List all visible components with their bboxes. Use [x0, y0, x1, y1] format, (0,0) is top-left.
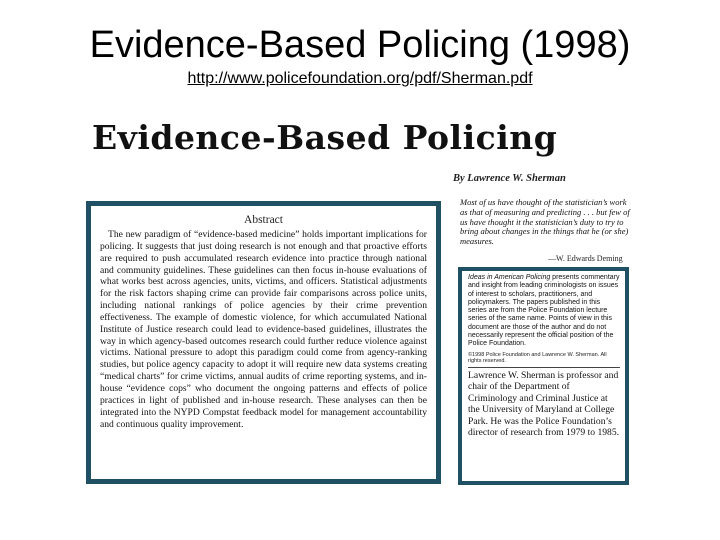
abstract-heading: Abstract — [244, 214, 283, 226]
copyright-notice: ©1998 Police Foundation and Lawrence W. Sherman. All rights reserved. — [468, 351, 607, 365]
series-note — [468, 274, 620, 349]
epigraph-quote: Most of us have thought of the statistician’s work as that of measuring and predicting . . . but few of us have thought it the statistician’s duty to try to bring about changes in the things that he (or she) measures. — [460, 197, 630, 247]
sidebar-divider — [468, 367, 620, 368]
series-description: presents commentary and insight from leading criminologists on issues of interest to scholars, practitioners, and policymakers. The papers published in this series are from the Police Foundation lecture series of the same name. Points of view in this document are those of the author and do not necessarily represent the official position of the Police Foundation. — [468, 274, 620, 348]
source-link[interactable]: http://www.policefoundation.org/pdf/Sherman.pdf — [187, 70, 533, 87]
document-byline: By Lawrence W. Sherman — [453, 173, 566, 184]
abstract-panel — [91, 206, 436, 479]
series-name: Ideas in American Policing — [468, 274, 551, 281]
abstract-box — [86, 201, 441, 484]
document-title: Evidence-Based Policing — [92, 118, 558, 157]
slide-title: Evidence-Based Policing (1998) — [89, 24, 631, 66]
epigraph-author: —W. Edwards Deming — [548, 254, 623, 263]
sidebar-box — [458, 267, 629, 485]
sidebar-panel — [462, 271, 625, 481]
author-bio: Lawrence W. Sherman is professor and chair of the Department of Criminology and Criminal Justice at the University of Maryland at College Park. He was the Police Foundation’s director of research from 1979 to 1985. — [468, 369, 620, 439]
abstract-body: The new paradigm of “evidence-based medicine” holds important implications for policing. It suggests that just doing research is not enough and that proactive efforts are required to push accumulated research evidence into practice through national and community guidelines. These guidelines can then focus in-house evaluations of what works best across agencies, units, victims, and officers. Statistical adjustments for the risk factors shaping crime can provide fair comparisons across police units, including national rankings of police agencies by their crime prevention effectiveness. The example of domestic violence, for which accumulated National Institute of Justice research could lead to evidence-based guidelines, illustrates the way in which agency-based outcomes research could further reduce violence against victims. National pressure to adopt this paradigm could come from agency-ranking studies, but police agency capacity to adopt it will require new data systems creating “medical charts” for crime victims, annual audits of crime reporting systems, and in-house “evidence cops” who document the ongoing patterns and effects of police practices in light of published and in-house research. These analyses can then be integrated into the NYPD Compstat feedback model for management accountability and continuous quality improvement. — [100, 229, 427, 430]
